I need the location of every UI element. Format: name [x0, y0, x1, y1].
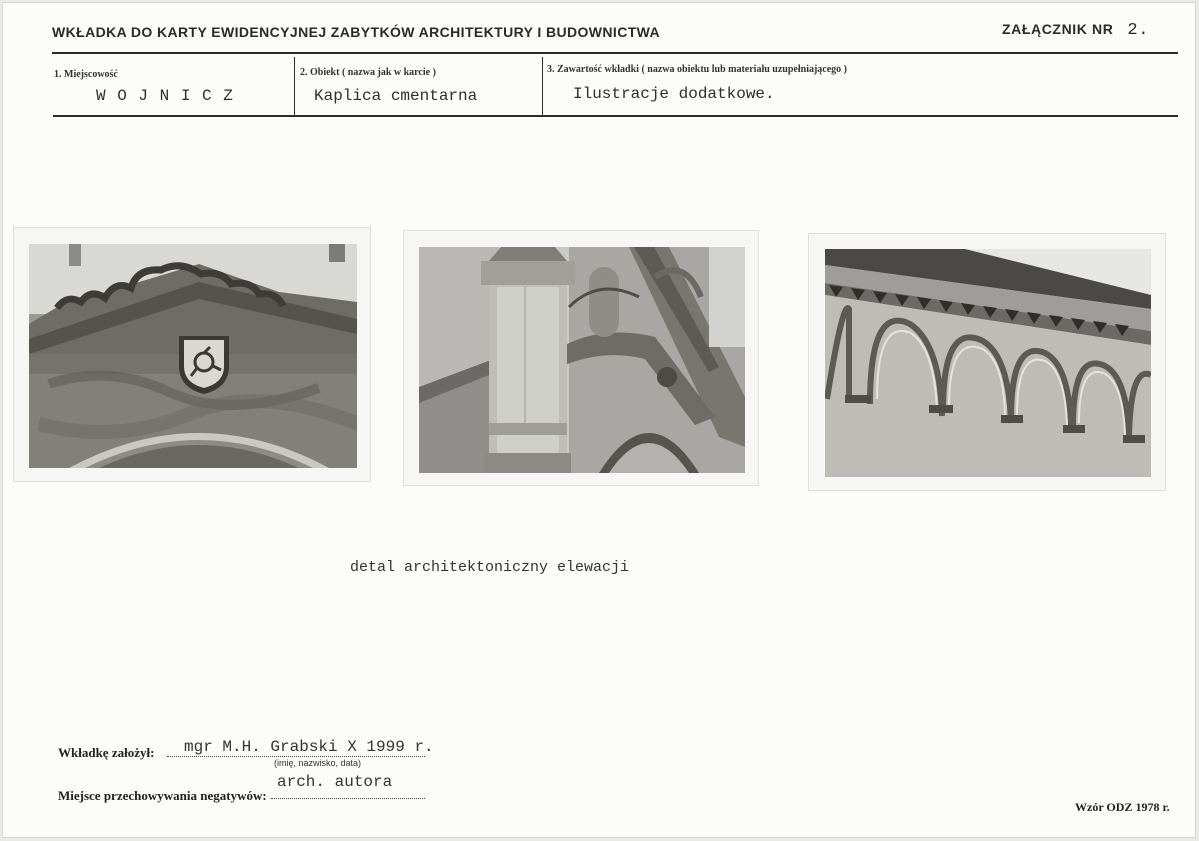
storage-label: Miejsce przechowywania negatywów: [58, 788, 267, 803]
annex-label [1002, 21, 1149, 40]
photo-arched-frieze [825, 249, 1151, 477]
storage-dotted-line [271, 798, 425, 799]
contents-label: 3. Zawartość wkładki ( nazwa obiektu lub materiału uzupełniającego ) [547, 64, 848, 75]
header-divider-2 [542, 57, 543, 115]
locality-label: 1. Miejscowość [54, 69, 118, 80]
photo-card-2 [404, 231, 758, 485]
frieze-image [825, 249, 1151, 477]
object-label: 2. Obiekt ( nazwa jak w karcie ) [300, 67, 436, 78]
object-value: Kaplica cmentarna [314, 87, 478, 105]
author-dotted-line [167, 756, 425, 757]
author-hint: (imię, nazwisko, data) [274, 758, 362, 768]
sheet-title: WKŁADKA DO KARTY EWIDENCYJNEJ ZABYTKÓW ARCHITEKTURY I BUDOWNICTWA [52, 24, 661, 40]
photo-pilaster-corner [419, 247, 745, 473]
author-label: Wkładkę założył: [58, 745, 155, 760]
pilaster-image [419, 247, 745, 473]
storage-value: arch. autora [277, 773, 393, 791]
locality-value: W O J N I C Z [96, 87, 234, 105]
photo-gable-coat-of-arms [29, 244, 357, 468]
header-divider-1 [294, 57, 295, 115]
annex-number: 2. [1127, 21, 1150, 40]
contents-value: Ilustracje dodatkowe. [573, 85, 775, 103]
photo-caption: detal architektoniczny elewacji [350, 559, 630, 576]
photo-card-3 [809, 234, 1165, 490]
photo-card-1 [14, 228, 370, 481]
gable-image [29, 244, 357, 468]
header-bottom-rule [53, 115, 1178, 117]
annex-label-text: ZAŁĄCZNIK NR [1002, 21, 1114, 37]
author-value: mgr M.H. Grabski X 1999 r. [184, 738, 434, 756]
template-note: Wzór ODZ 1978 r. [1075, 800, 1170, 814]
header-top-rule [52, 52, 1178, 54]
record-sheet [2, 2, 1196, 838]
